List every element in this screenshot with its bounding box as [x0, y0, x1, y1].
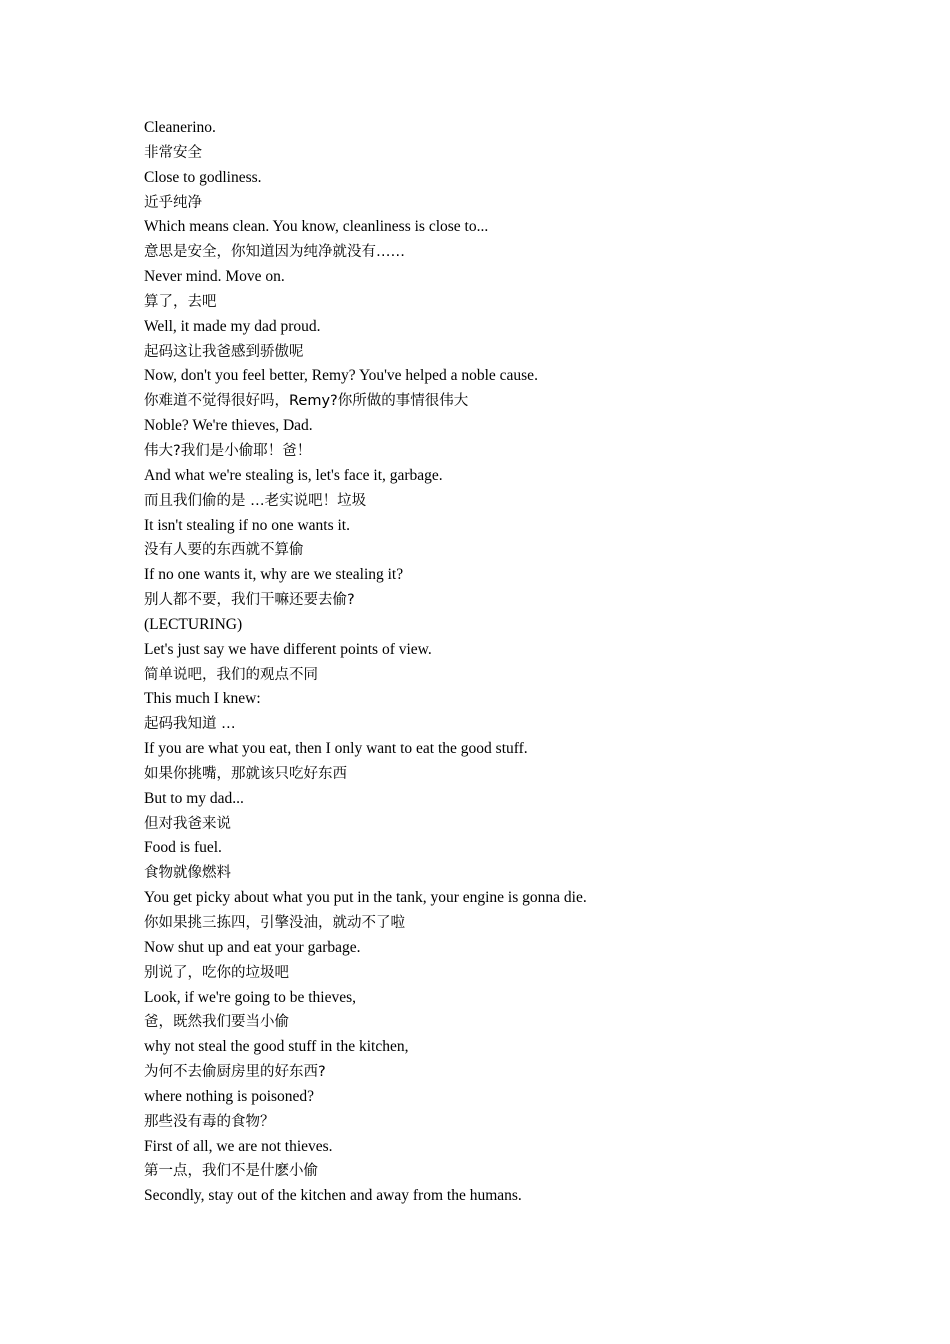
- subtitle-line-chinese: 意思是安全，你知道因为纯净就没有……: [144, 244, 405, 261]
- subtitle-line-chinese: 第一点，我们不是什麽小偷: [144, 1163, 318, 1180]
- subtitle-line-chinese: 你如果挑三拣四，引擎没油，就动不了啦: [144, 915, 405, 931]
- subtitle-line-english: You get picky about what you put in the tank, your engine is gonna die.: [144, 889, 587, 907]
- subtitle-line-chinese: 那些没有毒的食物？: [144, 1113, 275, 1130]
- subtitle-line-chinese: 起码这让我爸感到骄傲呢: [144, 343, 304, 360]
- subtitle-line-chinese: 别说了，吃你的垃圾吧: [144, 964, 289, 981]
- subtitle-line-chinese: 你难道不觉得很好吗，Remy?你所做的事情很伟大: [144, 393, 469, 410]
- subtitle-line-chinese: 别人都不要，我们干嘛还要去偷?: [144, 592, 355, 609]
- subtitle-line-english: Food is fuel.: [144, 839, 222, 857]
- subtitle-line-chinese: 伟大?我们是小偷耶！爸！: [144, 442, 312, 459]
- subtitle-line-english: Which means clean. You know, cleanliness is close to...: [144, 218, 489, 236]
- subtitle-line-english: It isn't stealing if no one wants it.: [144, 516, 350, 534]
- subtitle-line-english: Look, if we're going to be thieves,: [144, 988, 356, 1006]
- subtitle-line-english: This much I knew:: [144, 690, 261, 708]
- subtitle-line-chinese: 简单说吧，我们的观点不同: [144, 666, 318, 683]
- subtitle-line-english: If no one wants it, why are we stealing it?: [144, 566, 404, 584]
- subtitle-line-english: where nothing is poisoned?: [144, 1087, 315, 1105]
- subtitle-line-chinese: 近乎纯净: [144, 194, 202, 211]
- subtitle-line-english: Now, don't you feel better, Remy? You've helped a noble cause.: [144, 367, 538, 385]
- subtitle-line-english: Noble? We're thieves, Dad.: [144, 417, 313, 435]
- subtitle-line-chinese: 但对我爸来说: [144, 815, 231, 832]
- subtitle-line-english: Secondly, stay out of the kitchen and away from the humans.: [144, 1187, 522, 1205]
- subtitle-line-english: First of all, we are not thieves.: [144, 1137, 333, 1155]
- subtitle-line-english: Well, it made my dad proud.: [144, 317, 321, 335]
- subtitle-line-english: Never mind. Move on.: [144, 268, 285, 286]
- subtitle-line-english: Now shut up and eat your garbage.: [144, 938, 361, 956]
- subtitle-line-english: why not steal the good stuff in the kitchen,: [144, 1038, 409, 1056]
- subtitle-line-chinese: 食物就像燃料: [144, 865, 231, 882]
- subtitle-transcript: [144, 116, 904, 1209]
- subtitle-line-english: (LECTURING): [144, 615, 243, 633]
- subtitle-line-chinese: 而且我们偷的是 …老实说吧！垃圾: [144, 492, 367, 509]
- subtitle-line-chinese: 爸，既然我们要当小偷: [144, 1014, 289, 1031]
- subtitle-line-chinese: 没有人要的东西就不算偷: [144, 542, 304, 559]
- subtitle-line-chinese: 算了，去吧: [144, 293, 217, 310]
- subtitle-line-chinese: 非常安全: [144, 144, 202, 161]
- subtitle-line-english: And what we're stealing is, let's face it, garbage.: [144, 466, 443, 484]
- subtitle-line-chinese: 为何不去偷厨房里的好东西?: [144, 1064, 326, 1081]
- subtitle-line-english: If you are what you eat, then I only want to eat the good stuff.: [144, 740, 528, 758]
- subtitle-line-english: Let's just say we have different points of view.: [144, 640, 432, 658]
- subtitle-line-chinese: 如果你挑嘴，那就该只吃好东西: [144, 765, 347, 782]
- subtitle-line-chinese: 起码我知道 …: [144, 716, 236, 733]
- subtitle-line-english: Close to godliness.: [144, 168, 262, 186]
- subtitle-line-english: But to my dad...: [144, 789, 244, 807]
- subtitle-line-english: Cleanerino.: [144, 119, 216, 136]
